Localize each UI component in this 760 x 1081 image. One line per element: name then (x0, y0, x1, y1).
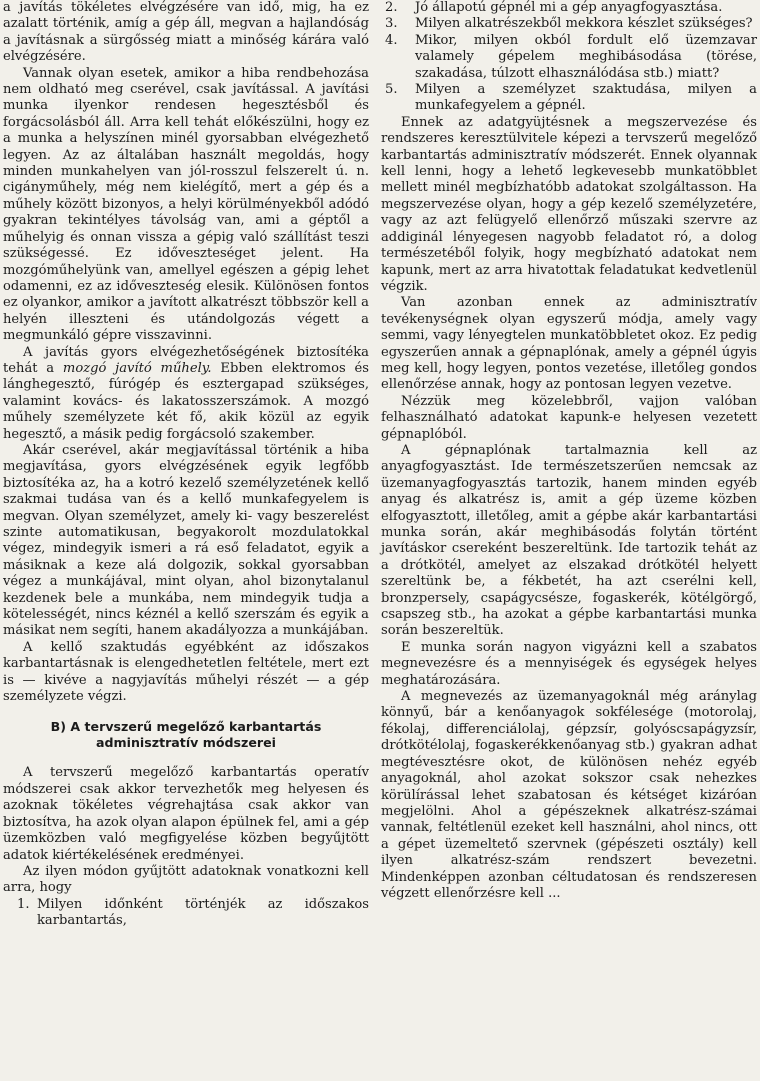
list-text: Milyen időnként történjék az időszakos karbantartás, (37, 896, 369, 929)
list-text: Jó állapotú gépnél mi a gép anyagfogyasztása. (415, 0, 723, 15)
paragraph (3, 345, 369, 443)
list-item (381, 82, 757, 115)
list-text: Mikor, milyen okból fordult elő üzemzavar valamely gépelem meghibásodása (törése, szakadása, túlzott elhasználódása stb.) miatt? (415, 32, 757, 81)
list-item (381, 33, 757, 82)
section-heading (3, 719, 369, 751)
list-text: Milyen a személyzet szaktudása, milyen a munkafegyelem a gépnél. (415, 82, 757, 114)
list-number: 2. (385, 0, 398, 15)
question-list (381, 0, 757, 115)
paragraph: Az ilyen módon gyűjtött adatoknak vonatkozni kell arra, hogy (3, 863, 369, 896)
paragraph: Vannak olyan esetek, amikor a hiba rendbehozása nem oldható meg cserével, csak javítással. A javítási munka ilyenkor rendesen hegesztésből és forgácsolásból áll. Arra kell tehát előkészülni, hogy ez a munka a helyszínen minél gyorsabban elvégezhető legyen. Az az általában használt megoldás, hogy minden munkahelyen van jól-rosszul felszerelt ú. n. cigányműhely, még nem kielégítő, mert a gép és a műhely között bizonyos, a helyi körülményekből adódó gyakran tekintélyes távolság van, ami a géptől a műhelyig és onnan vissza a gépig való szállítást teszi szükségessé. Ez időveszteséget jelent. Ha mozgóműhelyünk van, amellyel egészen a gépig lehet odamenni, ez az időveszteség elesik. Különösen fontos ez olyankor, amikor a javított alkatrészt többször kell a helyén illeszteni és utándolgozás végett a megmunkáló gépre visszavinni. (3, 65, 369, 344)
list-number: 5. (385, 82, 398, 98)
paragraph: Akár cserével, akár megjavítással történik a hiba megjavítása, gyors elvégzésének egyik legfőbb biztosítéka az, ha a kotró kezelő személyzetének kellő szakmai tudása van és a kellő munkafegyelem is megvan. Olyan személyzet, amely ki- vagy beszerelést szinte automatikusan, begyakorolt mozdulatokkal végez, mindegyik ismeri a rá eső feladatot, egyik a másiknak a keze alá dolgozik, sokkal gyorsabban végez a munkájával, mint olyan, ahol bizonytalanul kezdenek bele a munkába, nem mindegyik tudja a kötelességét, nincs kéznél a kellő szerszám és egyik a másikat nem segíti, hanem akadályozza a munkájában. (3, 442, 369, 639)
paragraph: A gépnaplónak tartalmaznia kell az anyagfogyasztást. Ide természetszerűen nemcsak az üzemanyagfogyasztás tartozik, hanem minden egyéb anyag és alkatrész is, amit a gép üzeme közben elfogyasztott, illetőleg, amit a gépbe akár karbantartási munka során, akár meghibásodás folytán történt javításkor csereként beszereltünk. Ide tartozik tehát az a drótkötél, amelyet az elszakad drótkötél helyett szereltünk be, a fékbetét, ha azt cserélni kell, bronzpersely, csapágycsésze, fogaskerék, kötélgörgő, csapszeg stb., ha azokat a gépbe karbantartási munka során beszereltük. (381, 442, 757, 639)
paragraph-text: Ebben elektromos és lánghegesztő, fúrógép és esztergapad szükséges, valamint kovács- és lakatosszerszámok. A mozgó műhely személyzete két fő, akik közül az egyik hegesztő, a másik pedig forgácsoló szakember. (3, 360, 369, 442)
paragraph: Van azonban ennek az adminisztratív tevékenységnek olyan egyszerű módja, amely vagy semmi, vagy lényegtelen munkatöbbletet okoz. Ez pedig egyszerűen annak a gépnaplónak, amely a gépnél úgyis meg kell, hogy legyen, pontos vezetése, illetőleg gondos ellenőrzése annak, hogy az pontosan legyen vezetve. (381, 295, 757, 393)
section-heading-line: adminisztratív módszerei (96, 735, 276, 751)
paragraph-text: A javítás gyors elvégezhetőségének biztosítéka tehát a (3, 344, 369, 376)
list-number: 4. (385, 32, 398, 48)
list-item (381, 16, 757, 32)
list-item (3, 897, 369, 930)
list-text: Milyen alkatrészekből mekkora készlet szükséges? (415, 16, 753, 32)
question-list (3, 897, 369, 930)
paragraph: Nézzük meg közelebbről, vajjon valóban felhasználható adatokat kapunk-e helyesen vezetett gépnaplóból. (381, 393, 757, 442)
paragraph: A kellő szaktudás egyébként az időszakos karbantartásnak is elengedhetetlen feltétele, mert ezt is — kivéve a nagyjavítás műhelyi részét — a gép személyzete végzi. (3, 639, 369, 705)
section-heading-line: B) A tervszerű megelőző karbantartás (50, 719, 322, 735)
emphasis-mobile-workshop: mozgó javító műhely. (62, 360, 212, 376)
list-number: 1. (17, 896, 30, 912)
list-number: 3. (385, 16, 398, 32)
paragraph: E munka során nagyon vigyázni kell a szabatos megnevezésre és a mennyiségek és egységek helyes meghatározására. (381, 639, 757, 688)
list-item (381, 0, 757, 16)
paragraph: A tervszerű megelőző karbantartás operatív módszerei csak akkor tervezhetők meg helyesen és azoknak tökéletes végrehajtása csak akkor van biztosítva, ha azok olyan alapon épülnek fel, ami a gép üzemközben való megfigyelése közben begyűjtött adatok kiértékelésének eredményei. (3, 765, 369, 863)
paragraph: a javítás tökéletes elvégzésére van idő, mig, ha ez azalatt történik, amíg a gép áll, megvan a hajlandóság a javításnak a sürgősség miatt a minőség kárára való elvégzésére. (3, 0, 369, 65)
left-column (3, 0, 369, 930)
right-column (381, 0, 757, 902)
paragraph: A megnevezés az üzemanyagoknál még aránylag könnyű, bár a kenőanyagok sokfélesége (motorolaj, fékolaj, differenciálolaj, gépzsír, golyóscsapágyzsír, drótkötélolaj, fogaskerékkenőanyag stb.) gyakran adhat megtévesztésre okot, de különösen nehéz egyéb anyagoknál, ahol azokat sokszor csak nehezkes körülírással lehet szabatosan és kétséget kizáróan megjelölni. Ahol a gépészeknek alkatrész-számai vannak, feltétlenül ezeket kell használni, ahol nincs, ott a gépet üzemeltető szervnek (gépészeti osztály) kell ilyen alkatrész-szám rendszert bevezetni. Mindenképpen azonban céltudatosan és rendszeresen végzett ellenőrzésre kell ... (381, 689, 757, 901)
paragraph: Ennek az adatgyüjtésnek a megszervezése és rendszeres keresztülvitele képezi a tervszerű megelőző karbantartás adminisztratív módszerét. Ennek olyannak kell lenni, hogy a lehető legkevesebb munkatöbblet mellett minél megbízhatóbb adatokat szolgáltasson. Ha megszervezése olyan, hogy a gép kezelő személyzetére, vagy az azt felügyelő ellenőrző műszaki szervre az addiginál lényegesen nagyobb feladatot ró, a dolog természetéből folyik, hogy megbízható adatokat nem kapunk, mert az arra hivatottak feladatukat kedvetlenül végzik. (381, 114, 757, 294)
